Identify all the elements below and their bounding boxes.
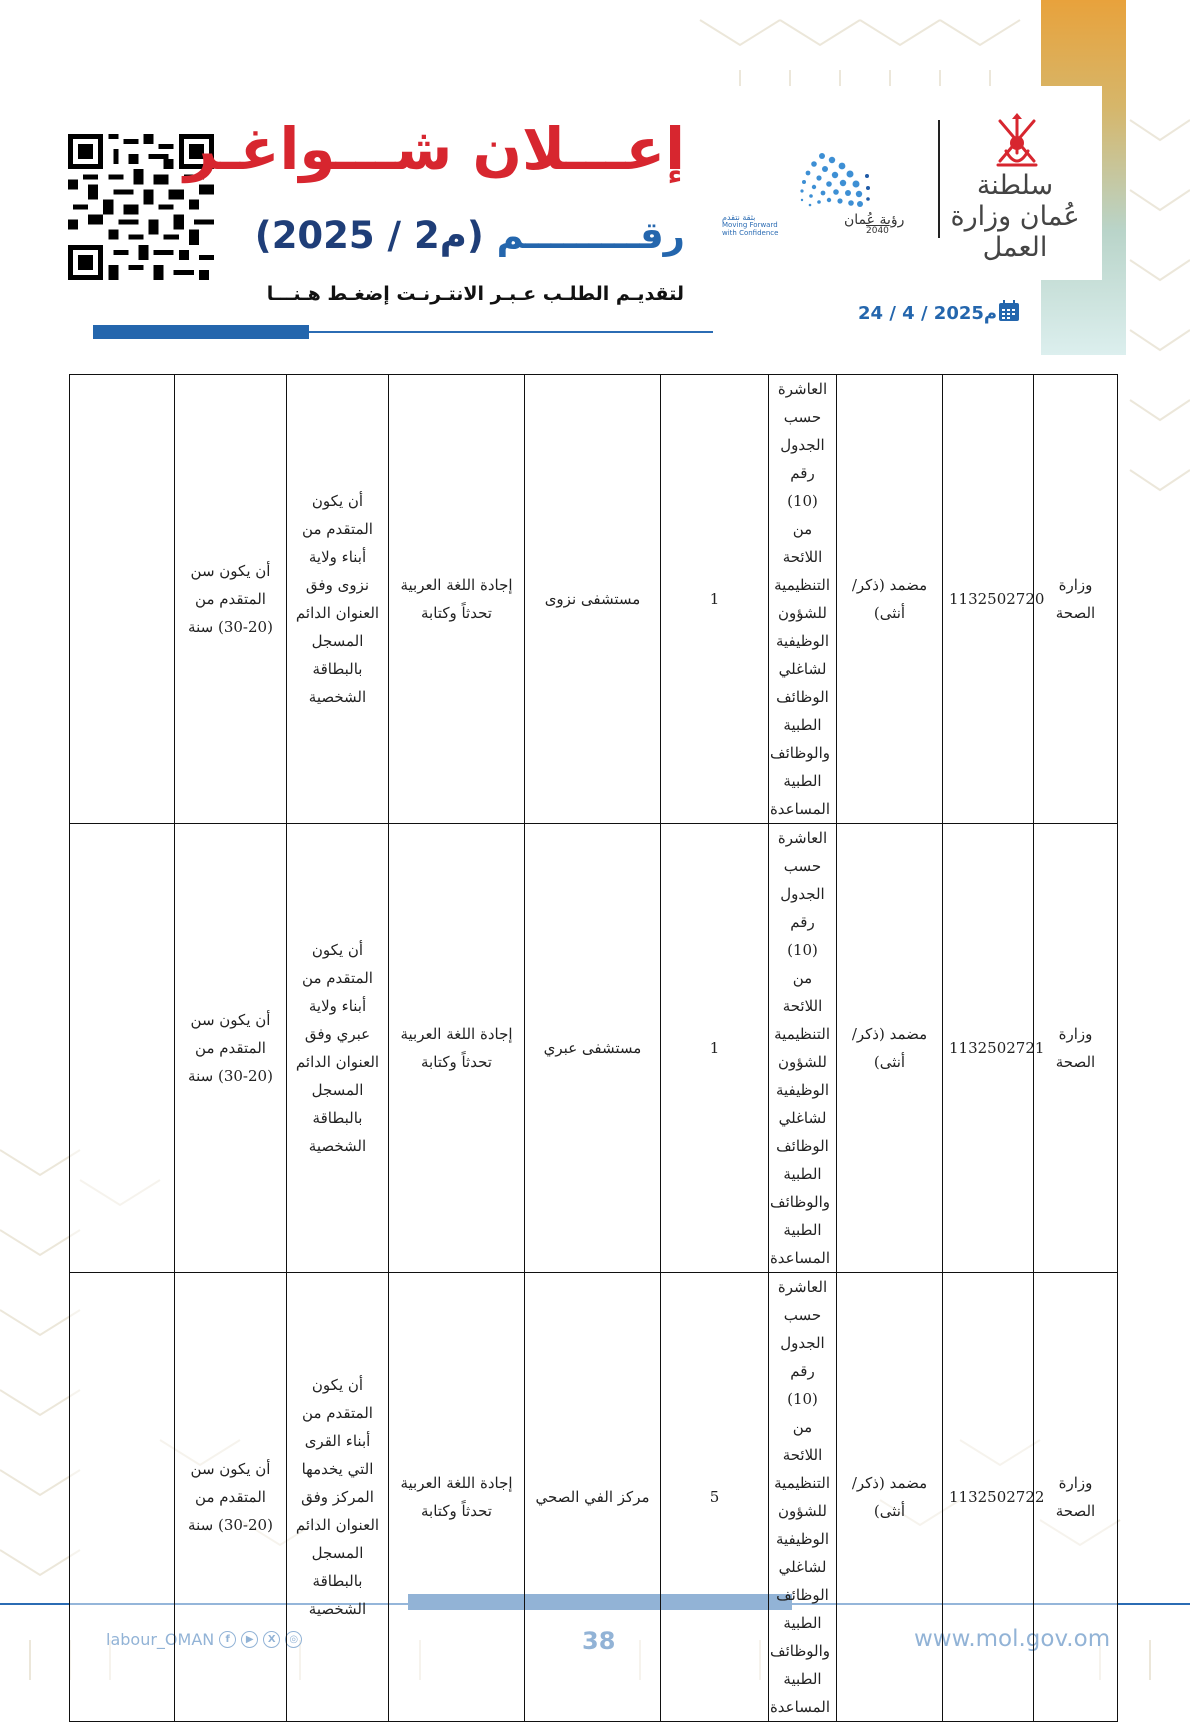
job-title-cell: مضمد (ذكر/أنثى)	[837, 824, 943, 1273]
extra-cell	[70, 1273, 175, 1722]
job-code-cell: 1132502720	[943, 375, 1034, 824]
grade-cell: العاشرة حسب الجدول رقم (10) من اللائحة التنظيمية للشؤون الوظيفية لشاغلي الوظائف الطبية والوظائف الطبية المساعدة	[769, 824, 837, 1273]
vacancies-table	[69, 374, 1118, 1722]
residence-cell: أن يكون المتقدم من أبناء القرى التي يخدمها المركز وفق العنوان الدائم المسجل بالبطاقة الشخصية	[287, 1273, 389, 1722]
job-title-cell: مضمد (ذكر/أنثى)	[837, 375, 943, 824]
workplace-cell: مستشفى عبري	[525, 824, 661, 1273]
vision-year: 2040	[866, 226, 889, 236]
vision-tagline-en-2: with Confidence	[722, 228, 779, 237]
logo-divider	[938, 120, 940, 238]
announcement-number-value: (م2 / 2025)	[254, 214, 484, 257]
header-underline-accent	[93, 325, 309, 339]
age-cell: أن يكون سن المتقدم من (20-30) سنة	[175, 824, 287, 1273]
entity-cell: وزارة الصحة	[1034, 824, 1118, 1273]
vision-label: رؤية عُمان	[844, 212, 905, 228]
vision-tagline-en-1: Moving Forward	[722, 221, 778, 230]
table-row	[70, 375, 1118, 824]
age-cell: أن يكون سن المتقدم من (20-30) سنة	[175, 1273, 287, 1722]
vision-tagline	[722, 214, 778, 237]
extra-cell	[70, 375, 175, 824]
job-code-cell: 1132502721	[943, 824, 1034, 1273]
language-cell: إجادة اللغة العربية تحدثاً وكتابة	[389, 1273, 525, 1722]
grade-cell: العاشرة حسب الجدول رقم (10) من اللائحة التنظيمية للشؤون الوظيفية لشاغلي الوظائف الطبية والوظائف الطبية المساعدة	[769, 375, 837, 824]
vision-tagline-ar: بثقة نتقدم	[722, 213, 756, 222]
table-row	[70, 1273, 1118, 1722]
job-title-cell: مضمد (ذكر/أنثى)	[837, 1273, 943, 1722]
residence-cell: أن يكون المتقدم من أبناء ولاية نزوى وفق العنوان الدائم المسجل بالبطاقة الشخصية	[287, 375, 389, 824]
oman-emblem-icon	[988, 113, 1046, 175]
language-cell: إجادة اللغة العربية تحدثاً وكتابة	[389, 375, 525, 824]
header	[0, 0, 1190, 360]
age-cell: أن يكون سن المتقدم من (20-30) سنة	[175, 375, 287, 824]
count-cell: 5	[661, 1273, 769, 1722]
announcement-number	[235, 216, 685, 257]
apply-online-link[interactable]: لتقديـم الطلـب عـبـر الانتـرنـت إضغـط هـنـــا	[266, 283, 684, 305]
count-cell: 1	[661, 375, 769, 824]
job-code-cell: 1132502722	[943, 1273, 1034, 1722]
table-row	[70, 824, 1118, 1273]
count-cell: 1	[661, 824, 769, 1273]
announcement-number-label: رقـــــــــم	[496, 214, 685, 257]
workplace-cell: مركز الفي الصحي	[525, 1273, 661, 1722]
workplace-cell: مستشفى نزوى	[525, 375, 661, 824]
residence-cell: أن يكون المتقدم من أبناء ولاية عبري وفق العنوان الدائم المسجل بالبطاقة الشخصية	[287, 824, 389, 1273]
announcement-date: 24 / 4 / 2025م	[858, 303, 998, 324]
extra-cell	[70, 824, 175, 1273]
language-cell: إجادة اللغة العربية تحدثاً وكتابة	[389, 824, 525, 1273]
page-title: إعـــلان شـــواغـر	[184, 115, 685, 183]
entity-cell: وزارة الصحة	[1034, 375, 1118, 824]
calendar-icon	[998, 300, 1020, 322]
entity-cell: وزارة الصحة	[1034, 1273, 1118, 1722]
grade-cell: العاشرة حسب الجدول رقم (10) من اللائحة التنظيمية للشؤون الوظيفية لشاغلي الوظائف الطبية والوظائف الطبية المساعدة	[769, 1273, 837, 1722]
ministry-name: سلطنة عُمان وزارة العمل	[950, 170, 1080, 264]
